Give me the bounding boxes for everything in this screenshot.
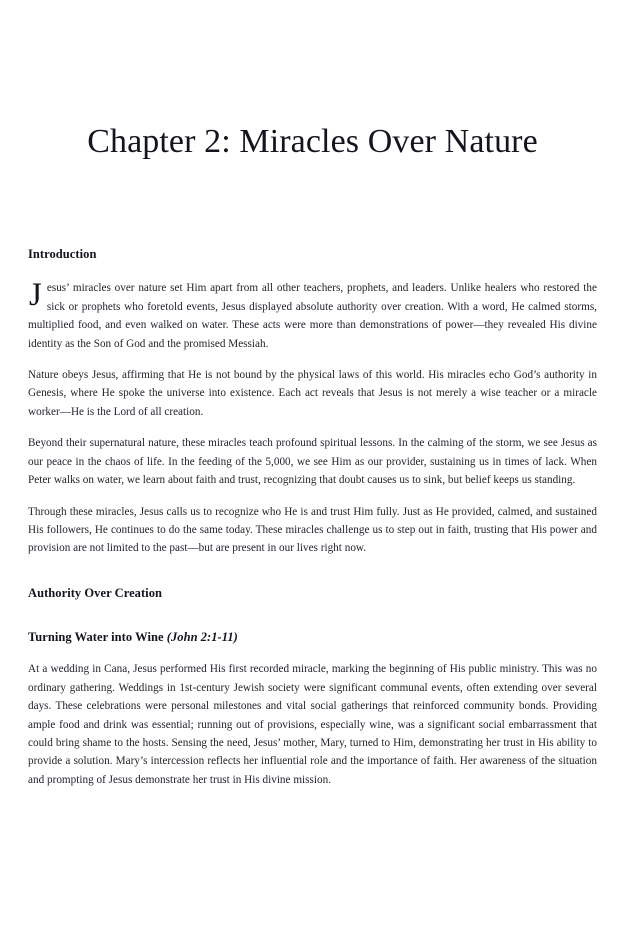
drop-cap: J bbox=[29, 277, 42, 314]
paragraph-introduction-3: Beyond their supernatural nature, these miracles teach profound spiritual lessons. In the calming of the storm, we see Jesus as our peace in the chaos of life. In the feeding of the 5,000, we see Him as our provider, sustaining us in times of lack. When Peter walks on water, we learn about faith and trust, recognizing that doubt causes us to sink, but belief keeps us standing. bbox=[28, 437, 597, 487]
subsection-title: Turning Water into Wine bbox=[28, 630, 167, 645]
paragraph-introduction-4: Through these miracles, Jesus calls us to recognize who He is and trust Him fully. Just as He provided, calmed, and sustained His followers, He continues to do the same today. These miracles challenge us to step out in faith, trusting that His power and provision are not limited to the past—but are present in our lives right now. bbox=[28, 505, 597, 555]
page-title: Chapter 2: Miracles Over Nature bbox=[87, 123, 538, 160]
section-heading-authority-over-creation: Authority Over Creation bbox=[28, 585, 163, 600]
section-heading-turning-water-into-wine bbox=[28, 601, 597, 645]
scripture-reference: (John 2:1-11) bbox=[166, 630, 238, 645]
paragraph-water-into-wine-1: At a wedding in Cana, Jesus performed His first recorded miracle, marking the beginning of His public ministry. This was no ordinary gathering. Weddings in 1st-century Jewish society were significant communal events, often extending over several days. These celebrations were personal milestones and vital social gatherings that reinforced community bonds. Providing ample food and drink was essential; running out of provisions, especially wine, was a significant social embarrassment that could bring shame to the hosts. Sensing the need, Jesus’ mother, Mary, turned to Him, demonstrating her trust in His ability to provide a solution. Mary’s intercession reflects her influential role and the importance of faith. Her awareness of the situation and prompting of Jesus demonstrate her trust in His divine mission. bbox=[28, 663, 597, 786]
section-heading-introduction: Introduction bbox=[28, 247, 97, 262]
paragraph-introduction-2: Nature obeys Jesus, affirming that He is not bound by the physical laws of this world. His miracles echo God’s authority in Genesis, where He spoke the universe into existence. Each act reveals that Jesus is not merely a wise teacher or a miracle worker—He is the Lord of all creation. bbox=[28, 369, 597, 418]
paragraph-introduction-1 bbox=[28, 262, 597, 353]
paragraph-text: esus’ miracles over nature set Him apart from all other teachers, prophets, and leaders. Unlike healers who restored the sick or prophets who foretold events, Jesus displayed absolute authority over creation. With a word, He calmed storms, multiplied food, and even walked on water. These acts were more than demonstrations of power—they revealed His divine identity as the Son of God and the promised Messiah. bbox=[28, 282, 597, 350]
